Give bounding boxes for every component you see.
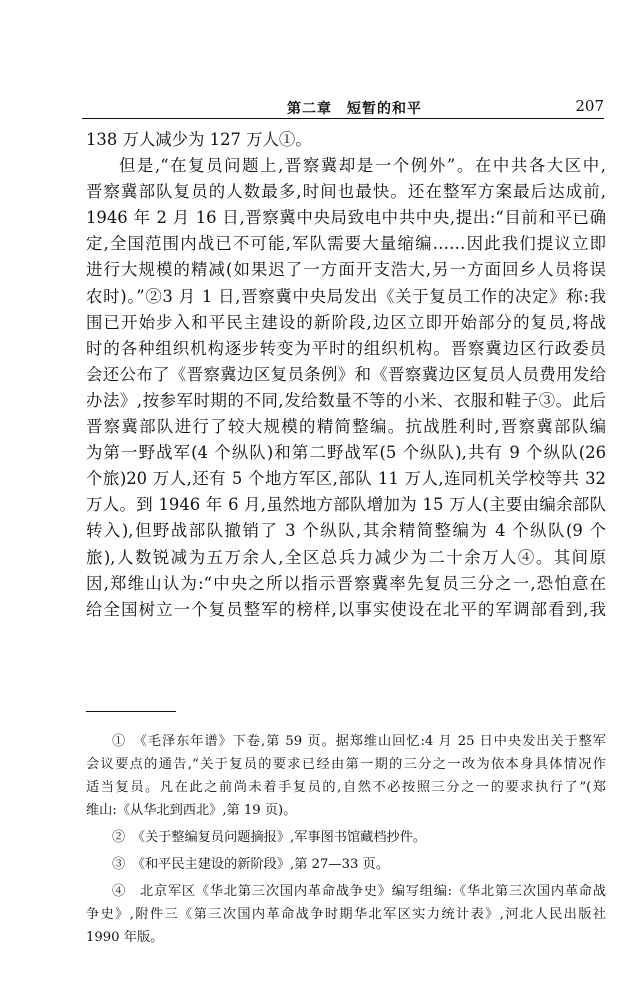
text-line: 但是,“在复员问题上,晋察冀却是一个例外”。在中共各大区中, xyxy=(119,156,606,176)
footnote-1-line: 适当复员。凡在此之前尚未着手复员的,自然不必按照三分之一的要求执行了”(郑 xyxy=(86,780,606,795)
main-text xyxy=(86,127,606,623)
text-line: 138 万人减少为 127 万人①。 xyxy=(86,130,312,149)
text-line: 进行大规模的精减(如果迟了一方面开支浩大,另一方面回乡人员将误 xyxy=(86,260,606,280)
page-number: 207 xyxy=(575,97,604,115)
text-line: 晋察冀部队复员的人数最多,时间也最快。还在整军方案最后达成前, xyxy=(86,182,606,202)
footnote-1-line: 会议要点的通告,“关于复员的要求已经由第一期的三分之一改为依本身具体情况作 xyxy=(86,757,606,772)
text-line: 给全国树立一个复员整军的榜样,以事实使设在北平的军调部看到,我 xyxy=(86,599,606,619)
running-header xyxy=(82,96,604,119)
text-line: 晋察冀部队进行了较大规模的精简整编。抗战胜利时,晋察冀部队编 xyxy=(86,417,606,437)
text-line: 为第一野战军(4 个纵队)和第二野战军(5 个纵队),共有 9 个纵队(26 xyxy=(86,443,606,463)
text-line: 1946 年 2 月 16 日,晋察冀中央局致电中共中央,提出:“目前和平已确 xyxy=(86,208,606,228)
footnote-3: ③ 《和平民主建设的新阶段》,第 27—33 页。 xyxy=(112,857,389,872)
footnote-4-line: ④ 北京军区《华北第三次国内革命战争史》编写组编:《华北第三次国内革命战 xyxy=(112,884,606,899)
text-line: 转入),但野战部队撤销了 3 个纵队,其余精简整编为 4 个纵队(9 个 xyxy=(86,521,606,541)
text-line: 万人。到 1946 年 6 月,虽然地方部队增加为 15 万人(主要由编余部队 xyxy=(86,495,606,515)
text-line: 时的各种组织机构逐步转变为平时的组织机构。晋察冀边区行政委员 xyxy=(86,338,606,358)
text-line: 会还公布了《晋察冀边区复员条例》和《晋察冀边区复员人员费用发给 xyxy=(86,364,606,384)
footnote-1-line: ① 《毛泽东年谱》下卷,第 59 页。据郑维山回忆:4 月 25 日中央发出关于整军 xyxy=(112,734,606,749)
text-line: 办法》,按参军时期的不同,发给数量不等的小米、衣服和鞋子③。此后 xyxy=(86,390,606,410)
footnotes xyxy=(86,730,606,949)
text-line: 个旅)20 万人,还有 5 个地方军区,部队 11 万人,连同机关学校等共 32 xyxy=(86,469,606,489)
footnote-divider xyxy=(86,711,176,712)
chapter-title: 第二章 短暂的和平 xyxy=(287,101,422,117)
text-line: 旅),人数锐减为五万余人,全区总兵力减少为二十余万人④。其间原 xyxy=(86,547,606,567)
text-line: 围已开始步入和平民主建设的新阶段,边区立即开始部分的复员,将战 xyxy=(86,312,606,332)
text-line: 因,郑维山认为:“中央之所以指示晋察冀率先复员三分之一,恐怕意在 xyxy=(86,573,606,593)
text-line: 农时)。”②3 月 1 日,晋察冀中央局发出《关于复员工作的决定》称:我 xyxy=(86,286,606,306)
text-line: 定,全国范围内战已不可能,军队需要大量缩编……因此我们提议立即 xyxy=(86,234,606,254)
footnote-2: ② 《关于整编复员问题摘报》,军事图书馆藏档抄件。 xyxy=(112,830,427,845)
footnote-4-line: 争史》,附件三《第三次国内革命战争时期华北军区实力统计表》,河北人民出版社 xyxy=(86,907,606,922)
footnote-1-line: 维山:《从华北到西北》,第 19 页)。 xyxy=(86,803,297,818)
footnote-4-line: 1990 年版。 xyxy=(86,930,164,945)
